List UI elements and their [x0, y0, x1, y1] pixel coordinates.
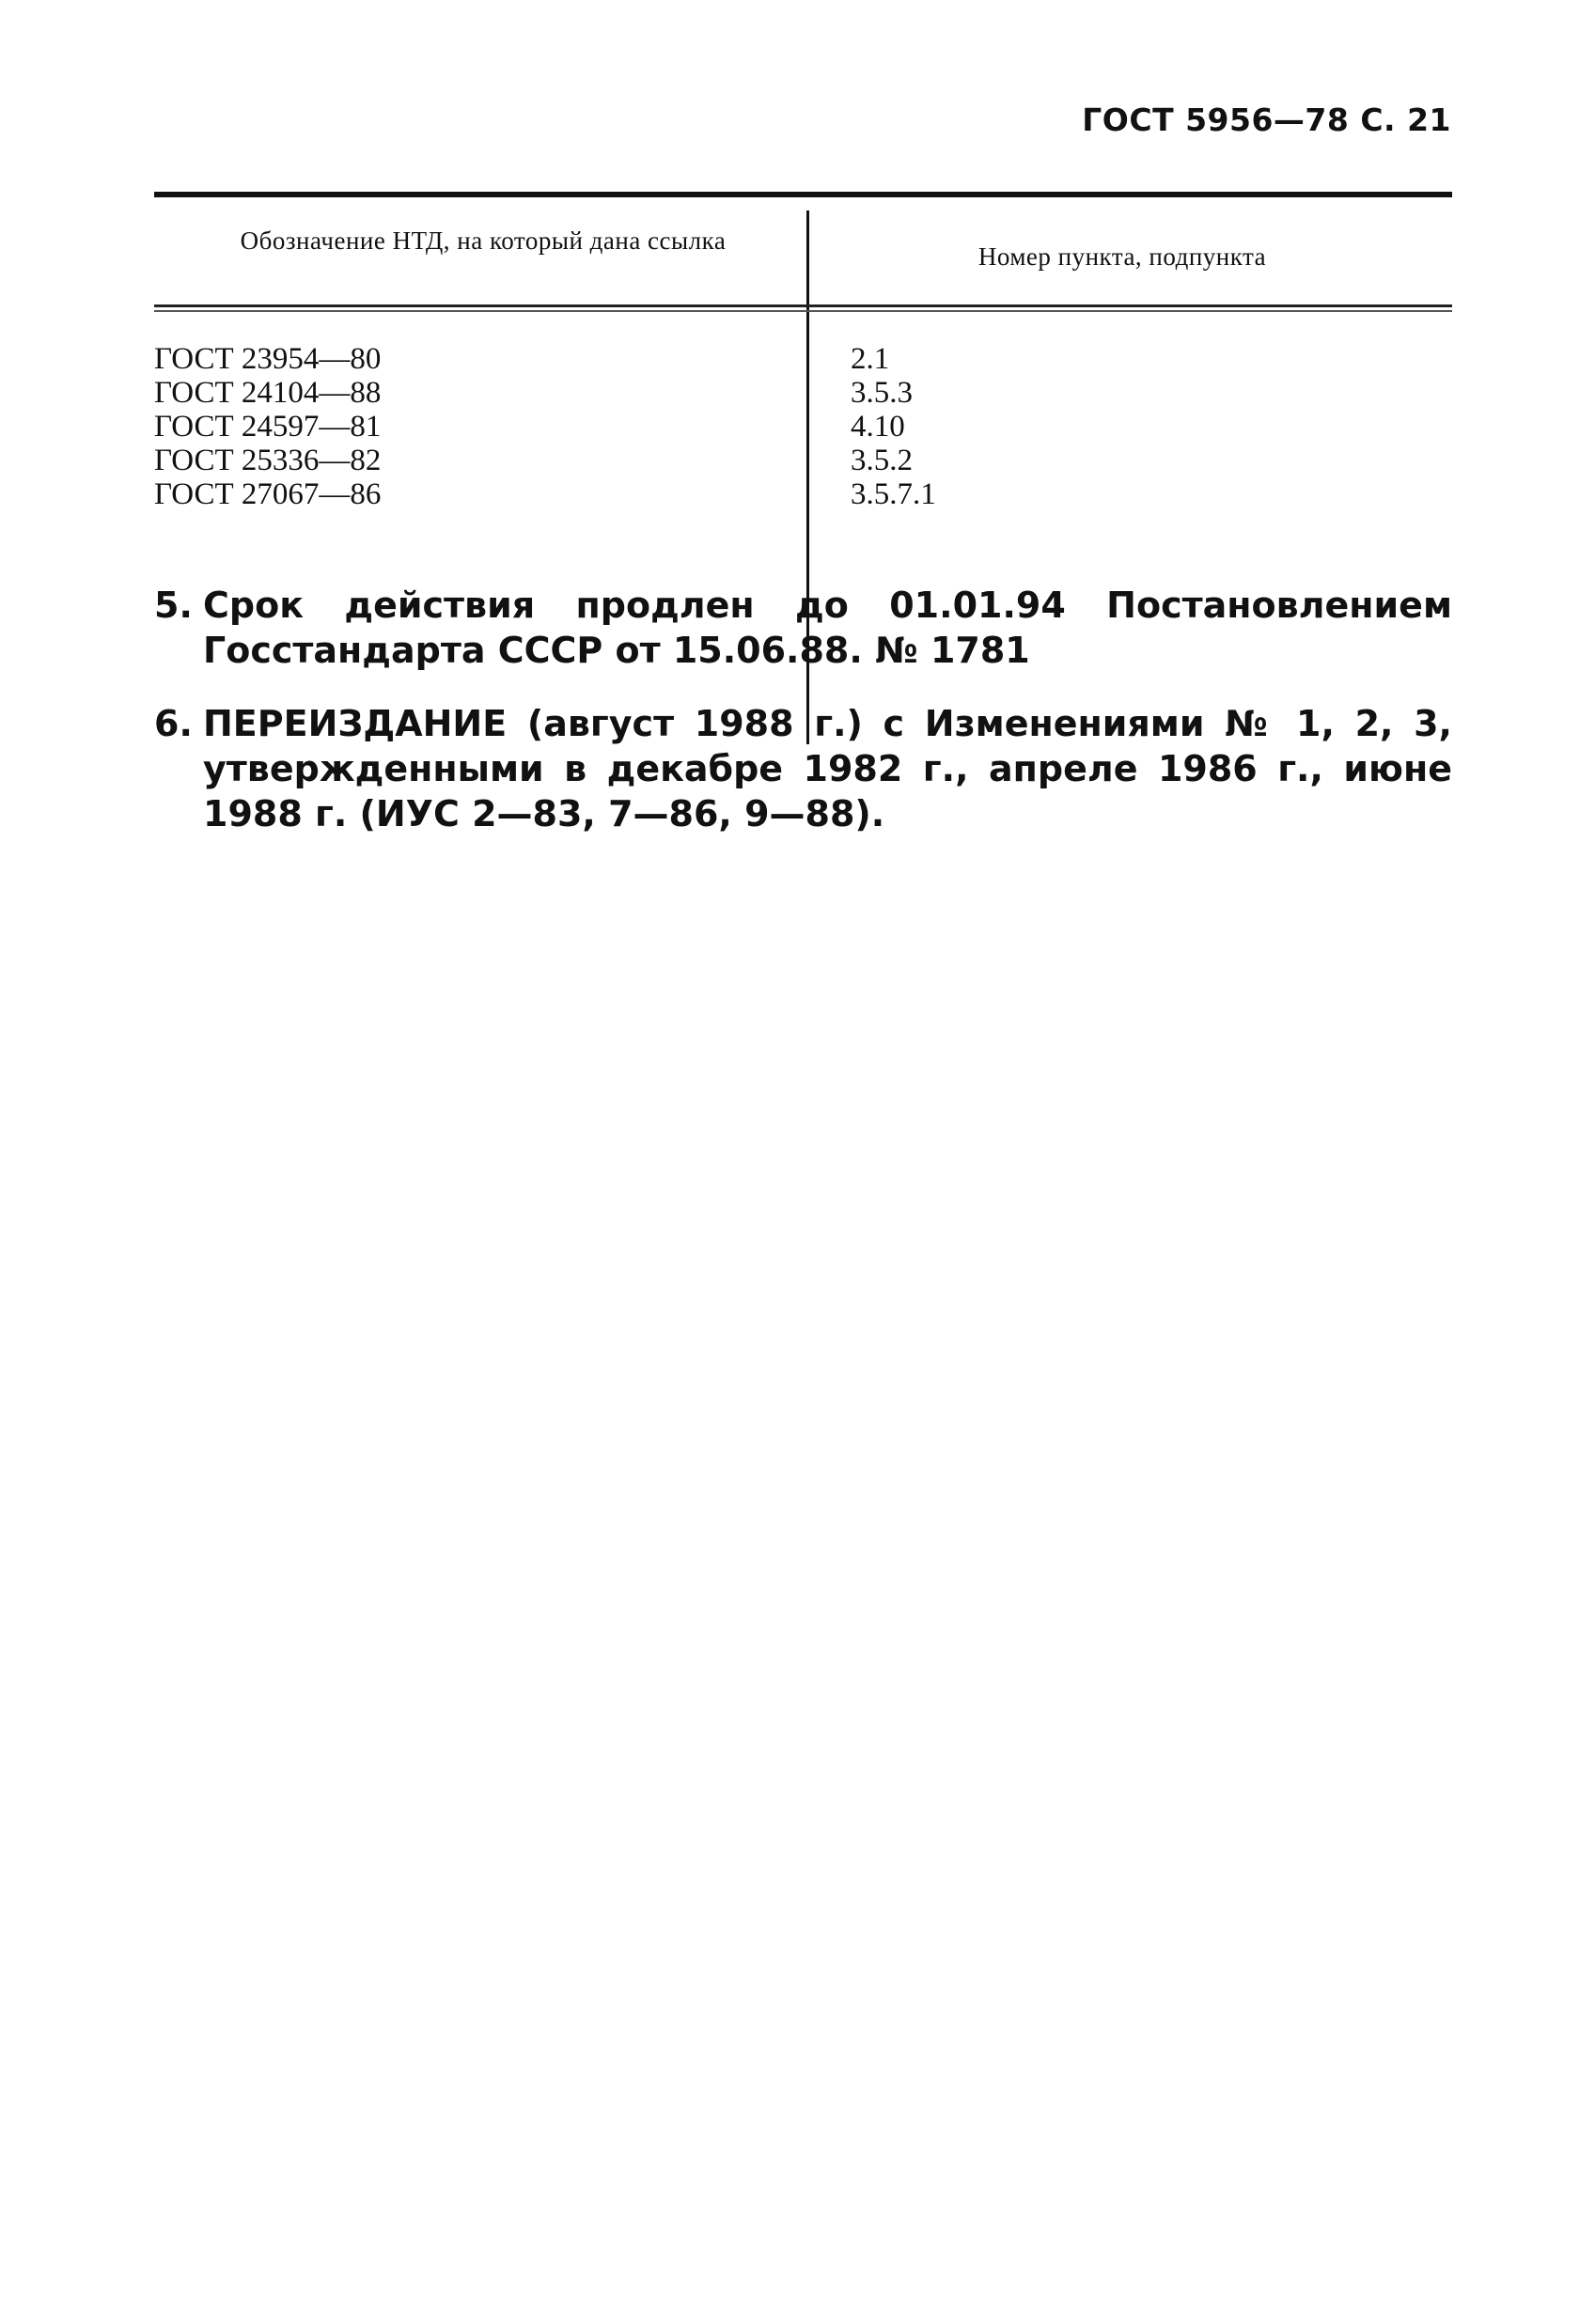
note-item	[154, 701, 1452, 836]
table-row-document: ГОСТ 23954—80	[154, 342, 382, 376]
column-header-document: Обозначение НТД, на который дана ссылка	[240, 226, 727, 255]
note-number: 5.	[154, 585, 193, 626]
clause-column	[851, 342, 1415, 511]
table-row-clause: 3.5.2	[851, 444, 913, 477]
note-text: ПЕРЕИЗДАНИЕ (август 1988 г.) с Изменениями № 1, 2, 3, утвержденными в декабре 1982 г., апреле 1986 г., июне 1988 г. (ИУС 2—83, 7—86, 9—88).	[203, 703, 1452, 834]
table-row-clause: 2.1	[851, 342, 890, 376]
notes-section	[154, 583, 1452, 865]
note-text: Срок действия продлен до 01.01.94 Постановлением Госстандарта СССР от 15.06.88. № 1781	[203, 585, 1452, 671]
table-row-document: ГОСТ 25336—82	[154, 444, 382, 477]
note-number: 6.	[154, 703, 193, 744]
table-row-clause: 3.5.3	[851, 376, 913, 410]
running-title: ГОСТ 5956—78 С. 21	[1082, 101, 1451, 138]
table-top-rule	[154, 192, 1452, 197]
table-header-rule	[154, 304, 1452, 312]
document-column	[154, 342, 793, 511]
table-row-clause: 3.5.7.1	[851, 477, 936, 511]
column-header-clause: Номер пункта, подпункта	[977, 242, 1267, 271]
table-row-document: ГОСТ 27067—86	[154, 477, 382, 511]
table-row-clause: 4.10	[851, 410, 905, 444]
table-row-document: ГОСТ 24104—88	[154, 376, 382, 410]
table-row-document: ГОСТ 24597—81	[154, 410, 382, 444]
note-item	[154, 583, 1452, 673]
